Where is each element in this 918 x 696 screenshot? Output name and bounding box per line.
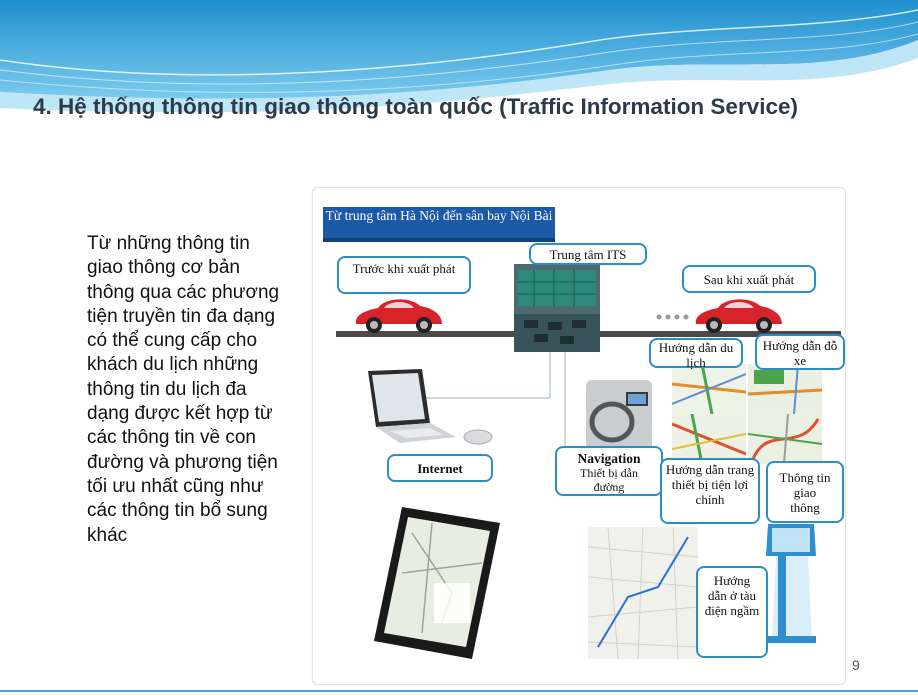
map-thumbnail-4 [748,414,822,464]
callout-tourism-guide: Hướng dẫn du lịch [649,338,743,368]
car-before-icon [348,294,448,334]
tablet-map-icon [372,503,506,663]
callout-after-departure: Sau khi xuất phát [682,265,816,293]
callout-traffic-info: Thông tin giao thông [766,461,844,523]
callout-internet: Internet [387,454,493,482]
navigation-description: Thiết bị dẫn đường [580,466,638,494]
slide-body-text: Từ những thông tin giao thông cơ bản thông qua các phương tiện truyền tin đa dạng có thể cung cấp cho khách du lịch những thông tin du lịch đa dạng được kết hợp từ các thông tin về con đường và phương tiện tối ưu nhất cũng như các thông tin bổ sung khác [87,233,280,546]
map-thumbnail-3 [672,414,746,464]
slide-title: 4. Hệ thống thông tin giao thông toàn quốc (Traffic Information Service) [33,94,798,119]
callout-before-departure: Trước khi xuất phát [337,256,471,294]
callout-subway-guide: Hướng dẫn ở tàu điện ngầm [696,566,768,658]
callout-convenience-guide: Hướng dẫn trang thiết bị tiện lợi chính [660,458,760,524]
subway-map-image [588,527,698,659]
callout-its-center: Trung tâm ITS [529,243,647,265]
page-number: 9 [852,657,860,673]
bottom-border-line [0,690,918,692]
car-navigation-image [586,380,652,450]
its-control-room-image [514,264,600,352]
map-thumbnail-2 [748,364,822,414]
mouse-icon [462,428,496,446]
laptop-icon [360,367,460,447]
callout-parking-guide: Hướng dẫn đỗ xe [755,334,845,370]
map-thumbnail-1 [672,364,746,414]
route-header: Từ trung tâm Hà Nội đến sân bay Nội Bài [323,207,555,242]
callout-navigation [555,446,663,496]
car-after-icon [688,294,788,334]
navigation-title: Navigation [577,451,641,466]
